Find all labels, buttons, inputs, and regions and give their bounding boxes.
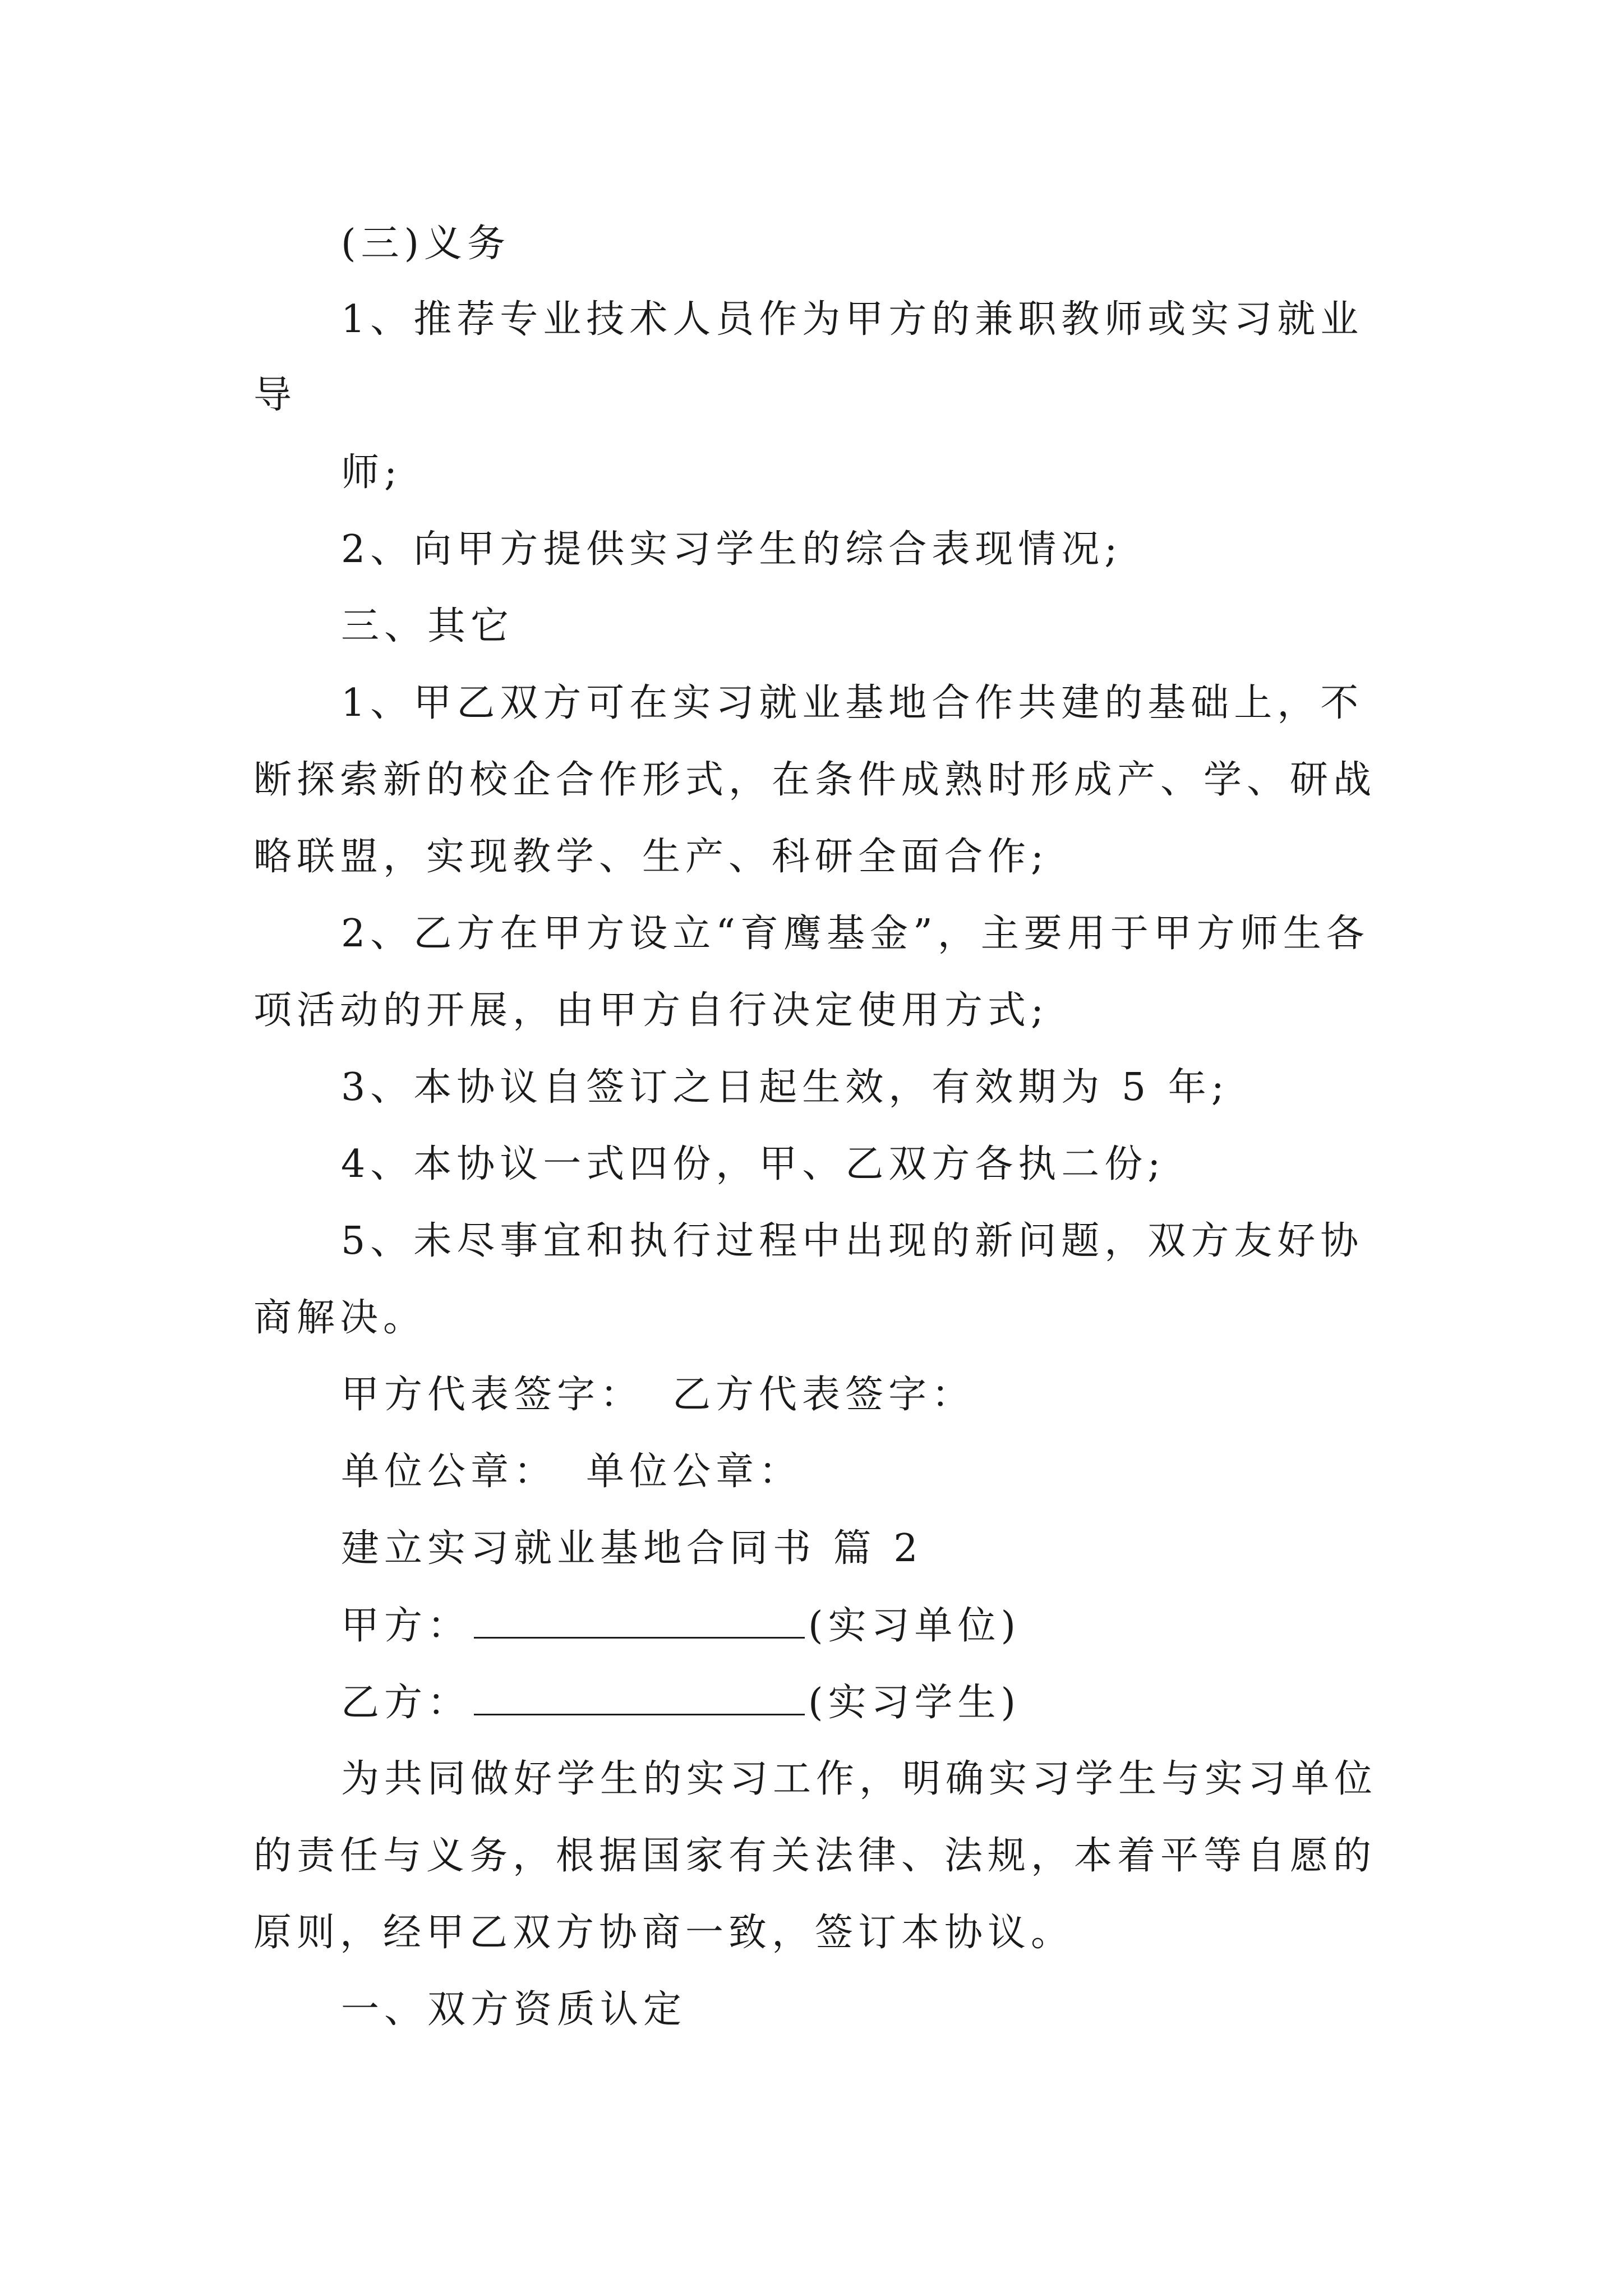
paragraph-line: 导: [253, 373, 297, 417]
signature-line: [341, 1373, 975, 1418]
party-b-seal-label: 单位公章：: [586, 1450, 803, 1494]
paragraph-line: 商解决。: [253, 1296, 427, 1340]
paragraph-line: 为共同做好学生的实习工作，明确实习学生与实习单位: [341, 1757, 1378, 1801]
party-b-signature-label: 乙方代表签字：: [672, 1373, 975, 1417]
paragraph-line: 略联盟，实现教学、生产、科研全面合作;: [253, 835, 1049, 879]
section-heading-qualification: 一、双方资质认定: [341, 1987, 687, 2032]
party-b-suffix: (实习学生): [808, 1681, 1021, 1725]
paragraph-line: 2、向甲方提供实习学生的综合表现情况;: [341, 527, 1123, 572]
section-heading-other: 三、其它: [341, 604, 514, 648]
paragraph-line: 断探索新的校企合作形式，在条件成熟时形成产、学、研战: [253, 758, 1377, 802]
section-heading-obligations: (三)义务: [341, 222, 511, 266]
paragraph-line: 4、本协议一式四份，甲、乙双方各执二份;: [341, 1142, 1166, 1186]
party-b-label: 乙方：: [341, 1681, 471, 1725]
paragraph-line: 1、甲乙双方可在实习就业基地合作共建的基础上，不: [341, 681, 1364, 725]
paragraph-line: 师;: [341, 450, 402, 495]
paragraph-line: 项活动的开展，由甲方自行决定使用方式;: [253, 988, 1049, 1033]
party-a-field: [341, 1603, 1021, 1649]
party-b-field: [341, 1680, 1021, 1726]
party-a-blank: [474, 1603, 805, 1639]
party-a-suffix: (实习单位): [808, 1604, 1021, 1648]
party-a-signature-label: 甲方代表签字：: [341, 1373, 644, 1417]
party-a-label: 甲方：: [341, 1604, 471, 1648]
paragraph-line: 1、推荐专业技术人员作为甲方的兼职教师或实习就业: [341, 297, 1364, 342]
contract-title: 建立实习就业基地合同书 篇 2: [341, 1526, 923, 1571]
paragraph-line: 2、乙方在甲方设立“育鹰基金”，主要用于甲方师生各: [341, 912, 1370, 956]
paragraph-line: 原则，经甲乙双方协商一致，签订本协议。: [253, 1911, 1075, 1955]
seal-line: [341, 1450, 802, 1494]
paragraph-line: 3、本协议自签订之日起生效，有效期为 5 年;: [341, 1065, 1229, 1110]
paragraph-line: 5、未尽事宜和执行过程中出现的新问题，双方友好协: [341, 1219, 1364, 1263]
party-b-blank: [474, 1680, 805, 1715]
paragraph-line: 的责任与义务，根据国家有关法律、法规，本着平等自愿的: [253, 1834, 1377, 1878]
party-a-seal-label: 单位公章：: [341, 1450, 557, 1494]
